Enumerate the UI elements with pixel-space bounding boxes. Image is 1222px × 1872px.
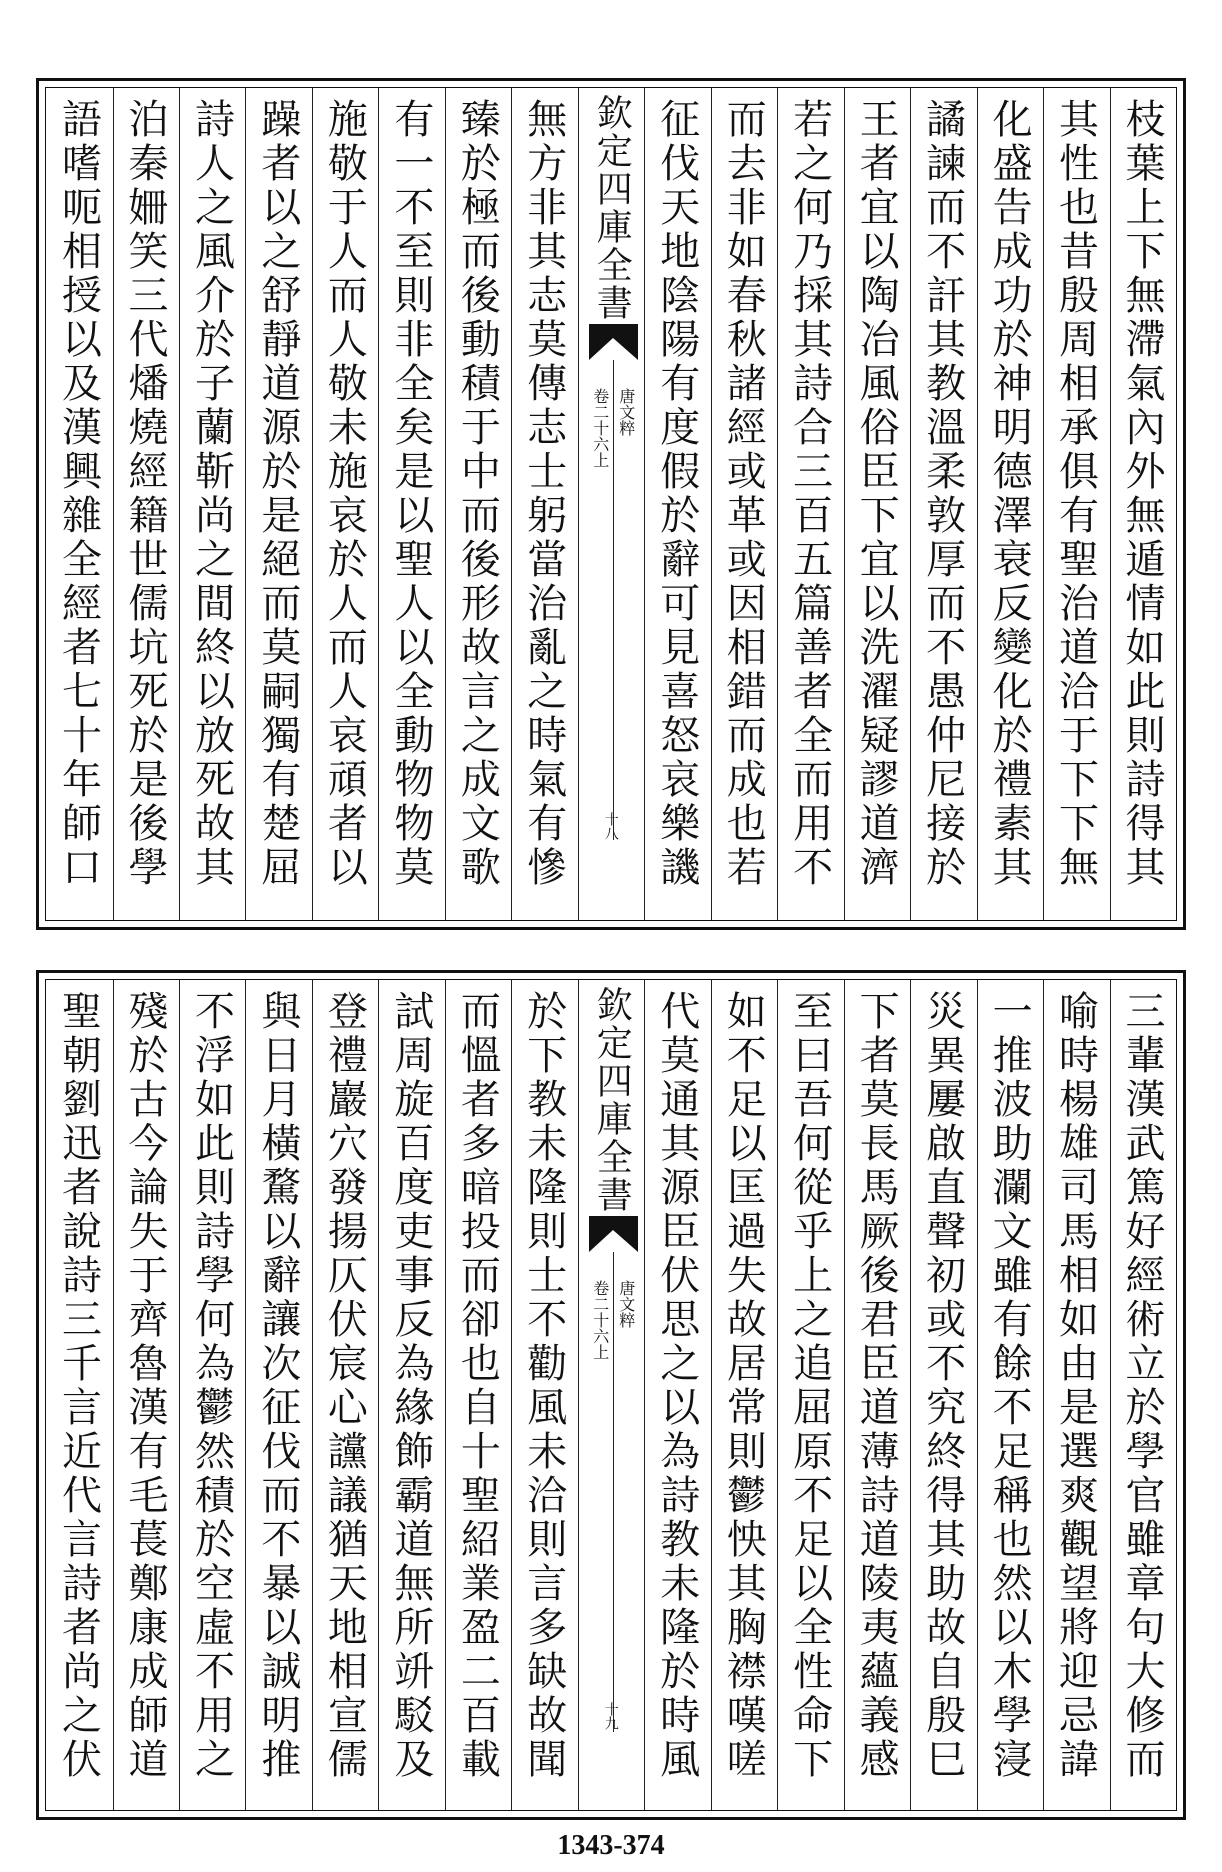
text-column: 不浮如此則詩學何為鬱然積於空虛不用之 bbox=[179, 980, 245, 1810]
text-column: 一推波助瀾文雖有餘不足稱也然以木學寖 bbox=[977, 980, 1043, 1810]
text-column: 無方非其志莫傳志士躬當治亂之時氣有慘 bbox=[511, 88, 577, 920]
text-column: 化盛告成功於神明德澤衰反變化於禮素其 bbox=[977, 88, 1043, 920]
center-fold bbox=[578, 980, 644, 1810]
text-column: 而慍者多暗投而卻也自十聖紹業盈二百載 bbox=[445, 980, 511, 1810]
text-column: 代莫通其源臣伏思之以為詩教未隆於時風 bbox=[644, 980, 710, 1810]
collection-title: 唐文粹 bbox=[616, 1280, 636, 1328]
text-column: 征伐天地陰陽有度假於辭可見喜怒哀樂譏 bbox=[644, 88, 710, 920]
collection-title: 唐文粹 bbox=[616, 388, 636, 436]
lower-page-frame bbox=[45, 979, 1177, 1811]
fish-tail-mark-icon bbox=[589, 1216, 638, 1252]
text-column: 殘於古今論失于齊魯漢有毛萇鄭康成師道 bbox=[113, 980, 179, 1810]
text-column: 施敬于人而人敬未施哀於人而人哀頑者以 bbox=[312, 88, 378, 920]
text-column: 語嗜呃相授以及漢興雜全經者七十年師口 bbox=[55, 98, 102, 890]
volume-label: 卷二十六上 bbox=[590, 1280, 610, 1360]
center-fold bbox=[578, 88, 644, 920]
text-column: 而去非如春秋諸經或革或因相錯而成也若 bbox=[711, 88, 777, 920]
text-column: 泊秦姍笑三代燔燒經籍世儒坑死於是後學 bbox=[113, 88, 179, 920]
text-column: 其性也昔殷周相承俱有聖治道洽于下下無 bbox=[1043, 88, 1109, 920]
text-column: 至曰吾何從乎上之追屈原不足以全性命下 bbox=[777, 980, 843, 1810]
text-column: 下者莫長馬厥後君臣道薄詩道陵夷蘊義感 bbox=[844, 980, 910, 1810]
text-column: 災異屢啟直聲初或不究終得其助故自殷巳 bbox=[910, 980, 976, 1810]
text-column: 若之何乃採其詩合三百五篇善者全而用不 bbox=[777, 88, 843, 920]
text-column: 躁者以之舒靜道源於是絕而莫嗣獨有楚屈 bbox=[245, 88, 311, 920]
text-column: 聖朝劉迅者說詩三千言近代言詩者尚之伏 bbox=[55, 990, 102, 1782]
page-footer-number: 1343-374 bbox=[557, 1830, 665, 1861]
leaf-number: 十八 bbox=[602, 812, 619, 840]
text-column: 枝葉上下無滯氣內外無遁情如此則詩得其 bbox=[1110, 88, 1176, 920]
text-column: 試周旋百度吏事反為緣飾霸道無所竔駁及 bbox=[378, 980, 444, 1810]
lower-page bbox=[36, 970, 1186, 1820]
text-column: 譎諫而不訐其教溫柔敦厚而不愚仲尼接於 bbox=[910, 88, 976, 920]
book-title: 欽定四庫全書 bbox=[591, 94, 633, 322]
upper-page-frame bbox=[45, 87, 1177, 921]
text-column: 詩人之風介於子蘭靳尚之間終以放死故其 bbox=[179, 88, 245, 920]
text-column: 喻時楊雄司馬相如由是選爽觀望將迎忌諱 bbox=[1043, 980, 1109, 1810]
upper-page bbox=[36, 78, 1186, 930]
text-column: 與日月橫騖以辭讓次征伐而不暴以誠明推 bbox=[245, 980, 311, 1810]
volume-label: 卷二十六上 bbox=[590, 388, 610, 468]
fish-tail-mark-icon bbox=[589, 324, 638, 360]
text-column: 臻於極而後動積于中而後形故言之成文歌 bbox=[445, 88, 511, 920]
center-rule bbox=[613, 360, 614, 840]
text-column: 如不足以匡過失故居常則鬱怏其胸襟嘆嗟 bbox=[711, 980, 777, 1810]
book-title: 欽定四庫全書 bbox=[591, 986, 633, 1214]
center-rule bbox=[613, 1252, 614, 1732]
text-column: 登禮巖穴發揚仄伏宸心讜議猶天地相宣儒 bbox=[312, 980, 378, 1810]
leaf-number: 十九 bbox=[602, 1702, 619, 1730]
text-column: 於下教未隆則士不勸風未洽則言多缺故聞 bbox=[511, 980, 577, 1810]
text-column: 有一不至則非全矣是以聖人以全動物物莫 bbox=[378, 88, 444, 920]
text-column: 王者宜以陶冶風俗臣下宜以洗濯疑謬道濟 bbox=[844, 88, 910, 920]
text-column: 三輩漢武篤好經術立於學官雖章句大修而 bbox=[1110, 980, 1176, 1810]
